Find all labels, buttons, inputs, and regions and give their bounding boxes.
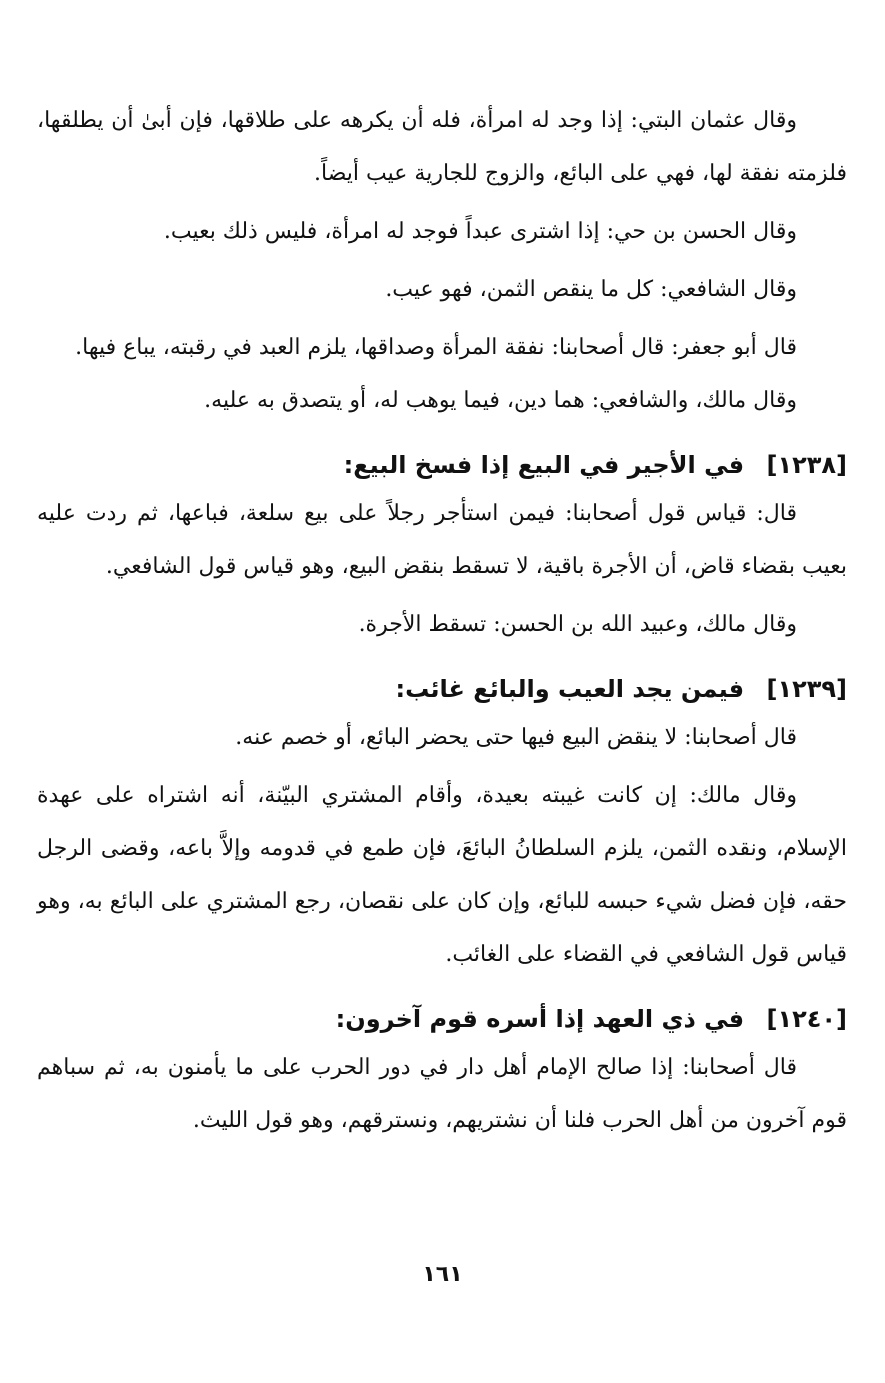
section-heading-1239	[37, 669, 847, 709]
page-number: ١٦١	[422, 1262, 463, 1287]
section-title: في ذي العهد إذا أسره قوم آخرون:	[335, 1005, 745, 1033]
section-title: فيمن يجد العيب والبائع غائب:	[395, 675, 745, 703]
section-title: في الأجير في البيع إذا فسخ البيع:	[343, 451, 745, 479]
page-body	[37, 94, 847, 1152]
paragraph: وقال الشافعي: كل ما ينقص الثمن، فهو عيب.	[385, 277, 797, 302]
paragraph: وقال مالك، والشافعي: هما دين، فيما يوهب له، أو يتصدق به عليه.	[204, 388, 797, 413]
paragraph: وقال مالك، وعبيد الله بن الحسن: تسقط الأجرة.	[358, 612, 797, 637]
paragraph: قال أبو جعفر: قال أصحابنا: نفقة المرأة وصداقها، يلزم العبد في رقبته، يباع فيها.	[75, 335, 797, 360]
paragraph: وقال مالك: إن كانت غيبته بعيدة، وأقام المشتري البيّنة، أنه اشتراه على عهدة الإسلام، ونقده الثمن، يلزم السلطانُ البائعَ، فإن طمع في قدومه وإلاَّ باعه، وقضى الرجل حقه، فإن فضل شيء حبسه للبائع، وإن كان على نقصان، رجع المشتري على البائع به، وهو قياس قول الشافعي في القضاء على الغائب.	[37, 783, 848, 967]
paragraph: وقال الحسن بن حي: إذا اشترى عبداً فوجد له امرأة، فليس ذلك بعيب.	[163, 219, 797, 244]
paragraph: قال: قياس قول أصحابنا: فيمن استأجر رجلاً على بيع سلعة، فباعها، ثم ردت عليه بعيب بقضاء قاض، أن الأجرة باقية، لا تسقط بنقض البيع، وهو قياس قول الشافعي.	[37, 501, 847, 579]
paragraph: وقال عثمان البتي: إذا وجد له امرأة، فله أن يكرهه على طلاقها، فإن أبىٰ أن يطلقها، فلزمته نفقة لها، فهي على البائع، والزوج للجارية عيب أيضاً.	[37, 108, 847, 186]
paragraph: قال أصحابنا: لا ينقض البيع فيها حتى يحضر البائع، أو خصم عنه.	[235, 725, 797, 750]
section-number: [١٢٤٠]	[766, 1005, 847, 1033]
section-heading-1238	[37, 445, 847, 485]
section-number: [١٢٣٩]	[766, 675, 847, 703]
section-number: [١٢٣٨]	[766, 451, 847, 479]
section-heading-1240	[37, 999, 847, 1039]
paragraph: قال أصحابنا: إذا صالح الإمام أهل دار في دور الحرب على ما يأمنون به، ثم سباهم قوم آخرون من أهل الحرب فلنا أن نشتريهم، ونسترقهم، وهو قول الليث.	[37, 1055, 847, 1133]
